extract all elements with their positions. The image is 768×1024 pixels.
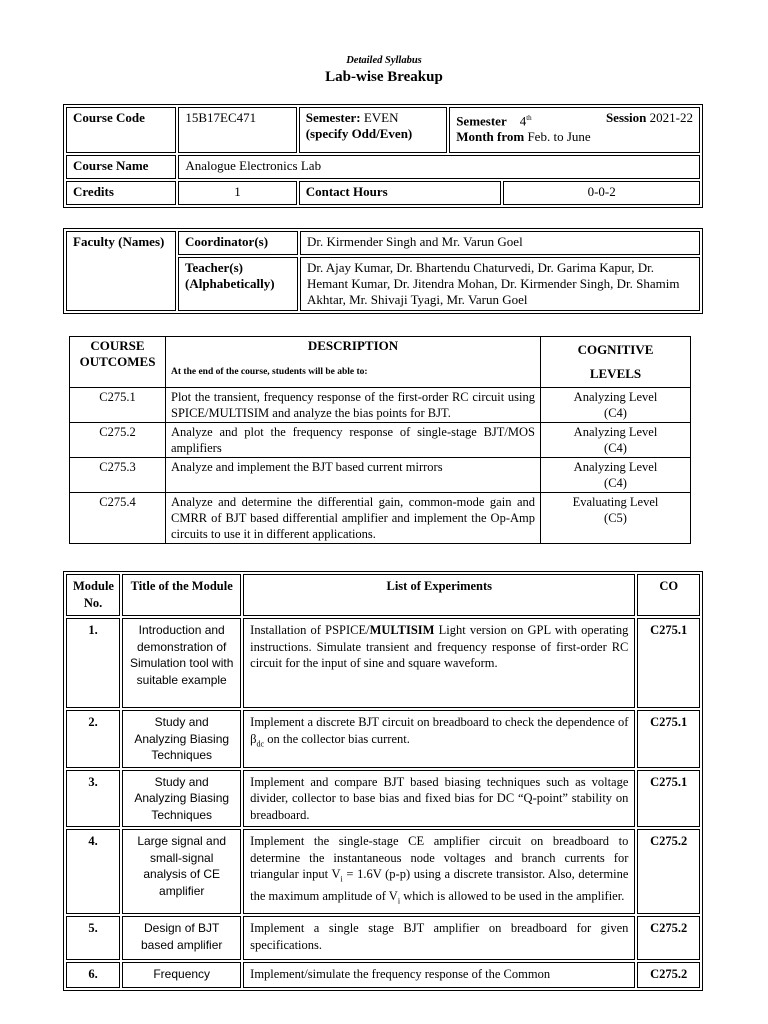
course-outcomes-table xyxy=(69,336,691,544)
modules-table xyxy=(63,571,703,991)
outcome-level xyxy=(541,423,691,458)
module-title: Study and Analyzing Biasing Techniques xyxy=(122,710,241,768)
module-co: C275.2 xyxy=(637,916,700,960)
faculty-table xyxy=(63,228,703,314)
module-co: C275.1 xyxy=(637,770,700,828)
semester-type-cell xyxy=(299,107,447,153)
teacher-names: Dr. Ajay Kumar, Dr. Bhartendu Chaturvedi, Dr. Garima Kapur, Dr. Hemant Kumar, Dr. Jitendra Mohan, Dr. Kirmender Singh, Dr. Shamim Akhtar, Mr. Shivaji Tyagi, Mr. Varun Goel xyxy=(300,257,700,311)
module-experiment xyxy=(243,618,635,708)
outcome-description: Analyze and plot the frequency response of single-stage BJT/MOS amplifiers xyxy=(166,423,541,458)
module-title: Design of BJT based amplifier xyxy=(122,916,241,960)
outcome-level-code: (C4) xyxy=(604,406,627,420)
outcome-level-name: Evaluating Level xyxy=(572,495,659,509)
session-value: 2021-22 xyxy=(649,110,693,125)
outcome-description: Analyze and implement the BJT based current mirrors xyxy=(166,458,541,493)
module-title: Frequency xyxy=(122,962,241,988)
outcomes-header-levels xyxy=(541,337,691,388)
module-title: Large signal and small-signal analysis of CE amplifier xyxy=(122,829,241,914)
outcome-level-name: Analyzing Level xyxy=(573,390,658,404)
outcome-code: C275.1 xyxy=(70,388,166,423)
outcome-code: C275.4 xyxy=(70,493,166,544)
module-number: 4. xyxy=(66,829,120,914)
experiment-text-a: Implement a discrete BJT circuit on breadboard to check the dependence of β xyxy=(250,715,629,746)
modules-header-no: Module No. xyxy=(66,574,120,616)
outcome-level xyxy=(541,388,691,423)
outcomes-header-description xyxy=(166,337,541,388)
experiment-text-c: which is allowed to be used in the amplifier. xyxy=(400,889,625,903)
teacher-label-line1: Teacher(s) xyxy=(185,260,244,275)
semester-type-hint: (specify Odd/Even) xyxy=(305,126,413,141)
module-experiment: Implement a single stage BJT amplifier on breadboard for given specifications. xyxy=(243,916,635,960)
outcome-code: C275.3 xyxy=(70,458,166,493)
experiment-subscript: i xyxy=(397,896,401,906)
semester-type-label: Semester: xyxy=(305,110,361,125)
session-label: Session xyxy=(605,110,647,125)
contact-hours-value: 0-0-2 xyxy=(503,181,700,205)
module-co: C275.1 xyxy=(637,710,700,768)
module-experiment: Implement and compare BJT based biasing techniques such as voltage divider, collector to base bias and fixed bias for DC “Q-point” stability on breadboard. xyxy=(243,770,635,828)
semester-type-value: EVEN xyxy=(363,110,399,125)
course-code-value: 15B17EC471 xyxy=(178,107,296,153)
module-title: Introduction and demonstration of Simulation tool with suitable example xyxy=(122,618,241,708)
module-experiment xyxy=(243,710,635,768)
module-title: Study and Analyzing Biasing Techniques xyxy=(122,770,241,828)
course-info-table xyxy=(63,104,703,208)
outcome-level-code: (C4) xyxy=(604,441,627,455)
coordinator-label: Coordinator(s) xyxy=(178,231,298,255)
experiment-text-a: Implement the single-stage CE amplifier circuit on breadboard to determine the instantaneous node voltages and branch currents for triangular input V xyxy=(250,834,629,881)
module-number: 1. xyxy=(66,618,120,708)
credits-value: 1 xyxy=(178,181,296,205)
experiment-subscript: dc xyxy=(256,739,265,748)
semester-number-value: 4 xyxy=(519,113,527,129)
modules-header-title: Title of the Module xyxy=(122,574,241,616)
module-co: C275.2 xyxy=(637,829,700,914)
teacher-label xyxy=(178,257,298,311)
outcome-level-code: (C4) xyxy=(604,476,627,490)
module-number: 3. xyxy=(66,770,120,828)
module-experiment: Implement/simulate the frequency response of the Common xyxy=(243,962,635,988)
module-number: 6. xyxy=(66,962,120,988)
course-code-label: Course Code xyxy=(66,107,176,153)
month-value: Feb. to June xyxy=(527,129,591,145)
modules-header-co: CO xyxy=(637,574,700,616)
experiment-subscript: i xyxy=(340,874,343,884)
outcome-code: C275.2 xyxy=(70,423,166,458)
outcomes-header-code: COURSE OUTCOMES xyxy=(70,337,166,388)
course-name-label: Course Name xyxy=(66,155,176,179)
month-label: Month from xyxy=(456,129,525,145)
outcome-level-name: Analyzing Level xyxy=(573,425,658,439)
course-name-value: Analogue Electronics Lab xyxy=(178,155,700,179)
semester-number-suffix: th xyxy=(526,114,532,122)
outcome-level xyxy=(541,493,691,544)
module-co: C275.2 xyxy=(637,962,700,988)
credits-label: Credits xyxy=(66,181,176,205)
experiment-text-bold: MULTISIM xyxy=(369,623,435,637)
coordinator-names: Dr. Kirmender Singh and Mr. Varun Goel xyxy=(300,231,700,255)
outcome-description: Plot the transient, frequency response of the first-order RC circuit using SPICE/MULTISIM and analyze the bias points for BJT. xyxy=(166,388,541,423)
outcome-description: Analyze and determine the differential gain, common-mode gain and CMRR of BJT based differential amplifier and implement the Op-Amp circuits to use it in different applications. xyxy=(166,493,541,544)
outcome-level xyxy=(541,458,691,493)
faculty-label: Faculty (Names) xyxy=(66,231,176,311)
outcomes-header-levels-line1: COGNITIVE xyxy=(577,342,654,357)
outcomes-header-description-sub: At the end of the course, students will be able to: xyxy=(171,367,368,377)
module-experiment xyxy=(243,829,635,914)
contact-hours-label: Contact Hours xyxy=(299,181,502,205)
document-title: Lab-wise Breakup xyxy=(325,69,443,85)
experiment-text-b: = 1.6V (p-p) using a discrete transistor. Also, determine the maximum amplitude of V xyxy=(250,867,629,903)
module-number: 5. xyxy=(66,916,120,960)
experiment-text-b: Light version on GPL with operating instructions. Simulate transient and frequency response of first-order RC circuit for the input of sine and square waveform. xyxy=(250,623,629,670)
experiment-text-b: on the collector bias current. xyxy=(264,731,410,746)
outcomes-header-levels-line2: LEVELS xyxy=(589,366,642,381)
outcome-level-name: Analyzing Level xyxy=(573,460,658,474)
outcomes-header-description-title: DESCRIPTION xyxy=(307,338,399,353)
teacher-label-line2: (Alphabetically) xyxy=(185,276,275,291)
module-number: 2. xyxy=(66,710,120,768)
modules-header-experiments: List of Experiments xyxy=(243,574,635,616)
outcome-level-code: (C5) xyxy=(604,511,627,525)
document-subtitle: Detailed Syllabus xyxy=(346,55,422,66)
experiment-text-a: Installation of PSPICE/ xyxy=(250,623,370,637)
semester-number-label: Semester xyxy=(456,113,507,129)
module-co: C275.1 xyxy=(637,618,700,708)
semester-session-cell xyxy=(449,107,700,153)
